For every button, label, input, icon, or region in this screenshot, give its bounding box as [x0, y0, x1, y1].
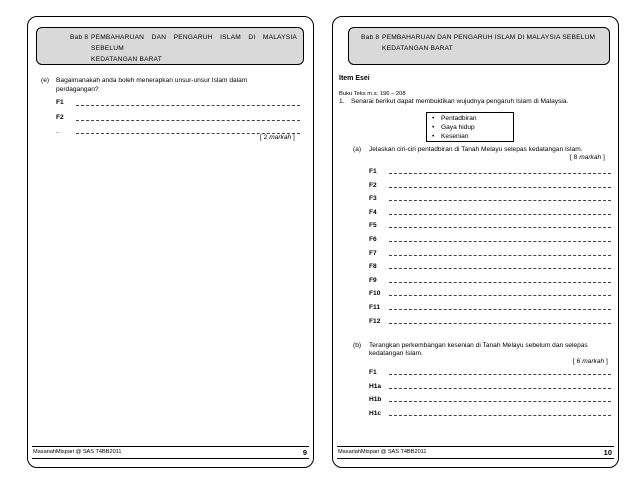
part-b-marks: [ 6 markah ]	[573, 358, 608, 365]
bullet-item: • Pentadbiran	[441, 114, 513, 123]
answer-line-f2[interactable]	[76, 120, 300, 121]
answer-label: F6	[369, 236, 377, 243]
answer-line[interactable]	[389, 187, 611, 188]
answer-label-3: _	[56, 127, 60, 134]
answer-label: F11	[369, 304, 380, 311]
chapter-header	[36, 27, 304, 65]
page-number: 9	[302, 448, 307, 457]
part-a-label: (a)	[353, 146, 362, 153]
answer-label: F1	[369, 369, 377, 376]
chapter-number: Bab 8	[70, 34, 89, 41]
question-text-line2: perdagangan?	[56, 86, 99, 93]
chapter-title-line2: KEDATANGAN BARAT	[91, 56, 162, 63]
answer-label: F9	[369, 276, 377, 284]
section-title: Item Esei	[339, 75, 370, 82]
marks-indicator: [ 2 markah ]	[260, 134, 295, 141]
bullet-list	[426, 112, 514, 142]
bullet-item: • Gaya hidup	[441, 123, 513, 132]
answer-line[interactable]	[389, 309, 611, 310]
worksheet-page-right	[332, 16, 619, 468]
part-b-text-line1: Terangkan perkembangan kesenian di Tanah Melayu sebelum dan selepas	[369, 342, 588, 349]
worksheet-page-left	[27, 16, 314, 468]
answer-label: F8	[369, 263, 377, 271]
part-b-text-line2: kedatangan Islam.	[369, 350, 423, 357]
answer-label-f1: F1	[56, 99, 64, 106]
answer-line[interactable]	[389, 173, 611, 174]
answer-label: F10	[369, 290, 381, 298]
answer-label: H1c	[369, 409, 382, 417]
answer-line[interactable]	[389, 415, 611, 416]
answer-label: F4	[369, 208, 377, 216]
answer-line[interactable]	[389, 323, 611, 324]
answer-label: F12	[369, 317, 381, 325]
footer-author: MasariahMispari @ SAS T4BB2011	[33, 449, 122, 455]
answer-line[interactable]	[389, 374, 611, 375]
textbook-reference: Buku Teks m.s: 196 – 208	[339, 91, 406, 97]
part-a-marks: [ 8 markah ]	[570, 154, 605, 161]
chapter-title-line1: PEMBAHARUAN DAN PENGARUH ISLAM DI MALAYSIA SEBELUM	[382, 34, 596, 41]
answer-line[interactable]	[389, 268, 611, 269]
answer-line[interactable]	[389, 255, 611, 256]
answer-label: F7	[369, 249, 377, 257]
page-footer	[337, 446, 614, 459]
chapter-number: Bab 8	[361, 34, 380, 41]
answer-label-f2: F2	[56, 114, 64, 121]
chapter-header	[348, 27, 610, 65]
answer-line[interactable]	[389, 295, 611, 296]
part-a-text: Jelaskan ciri-ciri pentadbiran di Tanah Melayu selepas kedatangan Islam.	[369, 146, 583, 153]
answer-line-f1[interactable]	[76, 105, 300, 106]
answer-label: F1	[369, 168, 377, 175]
answer-line[interactable]	[389, 214, 611, 215]
answer-label: F3	[369, 195, 377, 203]
question-number: 1.	[339, 98, 345, 105]
answer-line[interactable]	[389, 401, 611, 402]
answer-line[interactable]	[389, 227, 611, 228]
bullet-item: • Kesenian	[441, 132, 513, 141]
question-text: Senarai berikut dapat membuktikan wujudnya pengaruh Islam di Malaysia.	[351, 98, 569, 105]
footer-author: MasariahMispari @ SAS T4BB2011	[338, 449, 427, 455]
answer-label: H1a	[369, 382, 382, 390]
question-label: (e)	[41, 77, 50, 84]
chapter-title-line1: PEMBAHARUAN DAN PENGARUH ISLAM DI MALAYSIA SEBELUM	[91, 34, 297, 52]
part-b-label: (b)	[353, 342, 362, 349]
answer-line[interactable]	[389, 200, 611, 201]
answer-line[interactable]	[389, 241, 611, 242]
page-footer	[32, 446, 309, 459]
chapter-title-line2: KEDATANGAN BARAT	[382, 45, 453, 52]
page-number: 10	[603, 448, 612, 457]
answer-label: F5	[369, 222, 377, 230]
answer-label: F2	[369, 181, 377, 189]
answer-label: H1b	[369, 396, 382, 404]
answer-line[interactable]	[389, 388, 611, 389]
answer-line[interactable]	[389, 282, 611, 283]
question-text-line1: Bagaimanakah anda boleh menerapkan unsur-unsur Islam dalam	[56, 77, 248, 84]
